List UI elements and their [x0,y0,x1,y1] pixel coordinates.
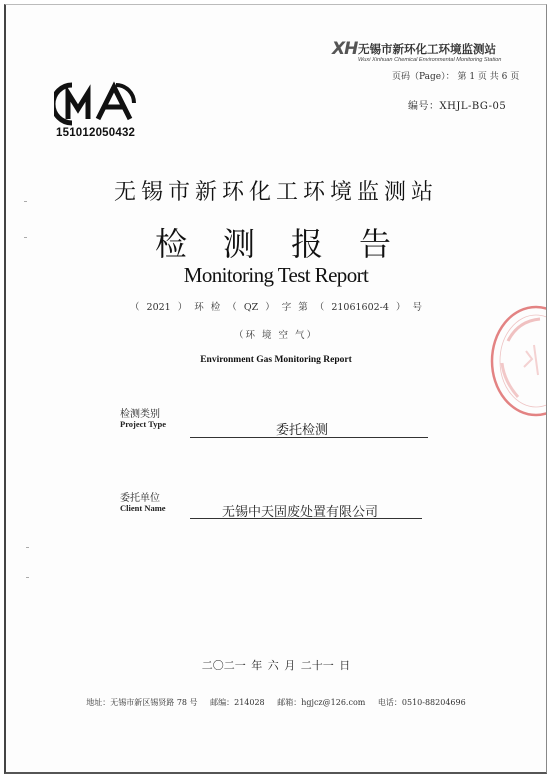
project-type-value: 委托检测 [276,423,329,438]
official-seal-icon [488,301,547,421]
page-number: 页码（Page）： 第 1 页 共 6 页 [392,72,520,82]
client-underline [190,518,422,519]
project-type-label-en: Project Type [120,419,167,429]
scan-mark [24,237,27,238]
cma-certificate-number: 151012050432 [56,127,136,139]
report-title-cn: 检测报告 [154,225,427,263]
project-type-underline [190,437,428,438]
footer-phone: 电话：0510-88204696 [377,698,466,707]
footer-email: 邮箱：hgjcz@126.com [277,698,366,707]
station-name-english: Wuxi Xinhuan Chemical Environmental Monitoring Station [358,57,502,63]
scan-mark [26,577,29,578]
report-code: （ 2021 ） 环 检 （ QZ ） 字 第 （ 21061602-4 ） 号 [130,302,422,313]
document-number: 编号：XHJL-BG-05 [408,101,507,112]
station-logo-mark: XH [332,39,358,59]
report-subject-en: Environment Gas Monitoring Report [200,355,352,365]
footer-address: 地址：无锡市新区锡贤路 78 号 [86,698,198,707]
station-name-header: 无锡市新环化工环境监测站 [358,42,496,56]
scan-mark [24,201,27,202]
footer-contact [6,697,546,708]
station-title: 无锡市新环化工环境监测站 [113,180,438,205]
report-cover-page [4,4,547,774]
cma-logo-icon [54,81,138,127]
client-label-en: Client Name [120,503,166,513]
footer-postcode: 邮编：214028 [210,698,265,707]
client-label-cn: 委托单位 [120,493,160,504]
scan-mark [26,547,29,548]
client-name-value: 无锡中天固废处置有限公司 [222,505,379,520]
report-title-en: Monitoring Test Report [183,263,369,287]
report-date: 二〇二一 年 六 月 二十一 日 [201,659,351,672]
project-type-label-cn: 检测类别 [120,409,160,420]
report-subject-cn: （环 境 空 气） [233,330,319,341]
